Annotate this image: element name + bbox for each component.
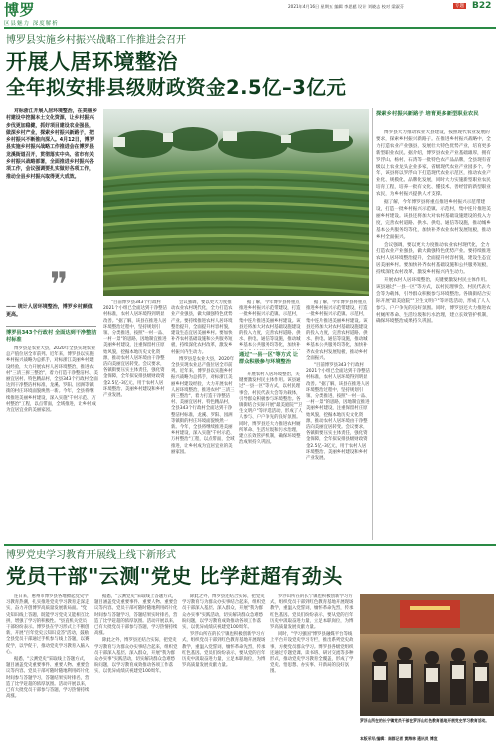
masthead-logo-sub: 区县魅力 深度解析	[4, 21, 59, 27]
quote-mark-icon: ❞	[50, 265, 69, 305]
col1-subheading: 博罗县343个行政村 全面达到干净整洁村标准	[6, 330, 97, 343]
photo-caption: 罗浮山所在的长宁镇党员干部在罗浮山红色教育基地开展党史学习教育活动。	[360, 718, 490, 723]
colC-text-2: 罗浮山所在的长宁镇也积极创新学习方式，组织党员干部到红色教育基地开展现场教学，重温入党誓词，缅怀革命先烈，传承红色基因。党员们纷纷表示，要从党的百年历史中汲取奋进力量，立足本职岗位，为博罗高质量发展贡献力量。	[182, 632, 266, 669]
story2-colB	[94, 594, 178, 744]
masthead-logo-block	[4, 2, 94, 26]
right-column-text: 博罗县大力推动农业大县建设，按照现代农业发展的要求，探索乡村振兴新路子。在推进乡村振兴战略中，全力打造农业产业强县，发展壮大特色优势产业，培育更多新型职业农民。据介绍，博罗县农业产业基础雄厚，拥有罗浮山、杨村、石湾等一批特色农产品品牌，全县现有省级以上农业龙头企业多家，省级现代农业产业园多个。今年，该县将以罗浮山下打造现代农业示范区，推动农业产业化、规模化、品牌化发展，同时大力实施新型职业农民培育工程，培养一批有文化、懂技术、善经营的新型职业农民，为乡村振兴提供人才支撑。	[376, 130, 491, 198]
story2-headline: 党员干部"云测"党史 比学赶超有劲头	[6, 564, 343, 588]
colB-text: 据悉，"云测党史"采取线上答题方式，题目涵盖党史重要事件、重要人物、重要会议等内容。党员干部可随时随地利用碎片化时间参与答题学习，答题结果实时排名，营造了比学赶超的浓厚氛围。活动开展以来，已有大批党员干部参与答题，学习热情持续高涨。	[94, 594, 178, 637]
story1-body-rule	[6, 326, 96, 327]
story1-headline-line1: 开展人居环境整治	[6, 50, 178, 74]
story1-col2	[103, 300, 167, 538]
col4-text: 开展农村人居环境整治，关键要激发村民主体作用。该县通过"一县一区"等方式，以村民理事会、村民代表大会等为载体，引导群众积极参与环境整治。各镇街结合实际开展"最美庭院""卫生文明户"等评选活动，形成了人人参与、户户争先的良好氛围。同时，博罗县还大力推进农村厕所革命、生活垃圾和污水治理，建立长效管护机制，确保环境整治成果持久巩固。	[239, 372, 303, 446]
col2-text: "目前博罗县343个行政村2021个小组已全面达到干净整洁村标准，农村人居环境得到明显改善。"据了解，该县在推进人居环境整治过程中，坚持规划引领、分类推进，按照"一村一品、一村一景"的思路，因地制宜推进美丽乡村建设，注重保留村庄原始风貌，挖掘本地历史文化资源，推动农村人居环境由干净整洁向美丽宜居转变。会议要求，各镇街要压实主体责任，强化资金保障，全年拟安排县级财政资金2.5亿–3亿元，用于农村人居环境整治、美丽乡村建设和乡村产业发展。	[103, 300, 167, 399]
colB-text-2: 除此之外，博罗县还结合实际，把党史学习教育与为群众办实事结合起来，组织党员干部深入基层、深入群众，开展"我为群众办实事"实践活动，切实解决群众急难愁盼问题，以学习教育成效推动各项工作落实，以优异成绩庆祝建党100周年。	[94, 638, 178, 675]
story1-col3	[171, 300, 235, 538]
masthead	[0, 0, 500, 28]
party-history-drawing	[360, 594, 494, 716]
story2-colA	[6, 594, 90, 744]
section-divider	[4, 544, 496, 546]
col5-text-2: "目前博罗县343个行政村2021个小组已全面达到干净整洁村标准，农村人居环境得到明显改善。"据了解，该县在推进人居环境整治过程中，坚持规划引领、分类推进，按照"一村一品、一村一景"的思路，因地制宜推进美丽乡村建设，注重保留村庄原始风貌，挖掘本地历史文化资源，推动农村人居环境由干净整洁向美丽宜居转变。会议要求，各镇街要压实主体责任，强化资金保障，全年拟安排县级财政资金2.5亿–3亿元，用于农村人居环境整治、美丽乡村建设和乡村产业发展。	[306, 363, 370, 462]
story1-kicker: 博罗县实施乡村振兴战略工作推进会召开	[6, 35, 186, 46]
tea-garden-drawing	[103, 109, 369, 296]
right-subheading: 探索乡村振兴新路子 培育更多新型职业农民	[376, 111, 479, 117]
story1-headline-line2: 全年拟安排县级财政资金2.5亿–3亿元	[6, 76, 347, 99]
colD-text-2: 同时，"学习强国"博罗县融媒平台等线上平台开设党史学习专栏，推出系列党史故事，方便党员群众学习。博罗县各级党组织还通过专题党课、读书班、研讨交流等多种形式，推动党史学习教育全覆盖，形成了学党史、悟思想、办实事、开新局的良好氛围。	[270, 632, 354, 675]
story2-colC	[182, 594, 266, 744]
col4-subheading: 通过"一县一区"等方式 让群众积极参与环境整治	[239, 352, 299, 365]
right-column-divider	[372, 108, 373, 540]
col3-text-2: 博罗县是农业大县，2020年全县实现农业总产值位居全市前列。近年来，博罗县以实施乡村振兴战略为总抓手，对标浙江美丽乡村建设经验，大力开展农村人居环境整治，推进农村"三清三拆三整治"，着力打造干净整洁村、美丽宜居村、特色精品村，全县343个行政村全面达到干净整洁村标准，龙溪、罗阳、园洲等镇街的村庄环境面貌焕然一新。今年，全县将继续推进美丽乡村建设，深入实施"千村示范、万村整治"工程，以点带面，全域推进，让乡村成为宜居宜业的美丽家园。	[171, 356, 235, 455]
right-column-text-3: 会议强调，要以更大力度推动农业农村现代化，全力打造农业产业强县，做大做强特色优势产业。要持续推进农村人居环境整治提升，全面提升村容村貌，建设生态宜居美丽乡村。要加快补齐农村基础设施和公共服务短板，持续深化农村改革，激发乡村振兴内生动力。	[376, 242, 491, 276]
colA-text: 连日来，惠州市博罗县各地掀起党史学习教育热潮，扎实推进党史学习教育走深走实，奋力开创博罗高质量发展新局面。"党史知识线上答题，既能学习党史又能相互比拼，增强了学习的积极性。"县直机关党员干部纷纷表示。博罗县在学习形式上不断创新，开展"百年党史云知识竞答"活动，鼓励全县党员干部通过手机参与线上答题，以赛促学，以学促干，推动党史学习教育入脑入心。	[6, 594, 90, 655]
party-history-photo	[360, 594, 494, 716]
story1-lead-text: 对标浙江开展人居环境整治，在美丽乡村建设中挖掘本土文化资源，让乡村振兴步伐更加稳健，抓好项目建设农业强县，做深乡村产业，探索乡村振兴新路子，把乡村振兴不断推向深入。4月12日，博罗县实施乡村振兴战略工作推进会在博罗县龙溪街道召开，贯彻落实中央、省市有关乡村振兴战略部署，全面推进乡村振兴各项工作，会议强调要扎实做好各项工作，推动全县乡村振兴取得更大成效。	[6, 108, 98, 180]
col1-text: 博罗县是农业大县，2020年全县实现农业总产值位居全市前列。近年来，博罗县以实施乡村振兴战略为总抓手，对标浙江美丽乡村建设经验，大力开展农村人居环境整治，推进农村"三清三拆三整治"，着力打造干净整洁村、美丽宜居村、特色精品村，全县343个行政村全面达到干净整洁村标准，龙溪、罗阳、园洲等镇街的村庄环境面貌焕然一新。今年，全县将继续推进美丽乡村建设，深入实施"千村示范、万村整治"工程，以点带面，全域推进，让乡村成为宜居宜业的美丽家园。	[6, 346, 98, 414]
colA-text-2: 据悉，"云测党史"采取线上答题方式，题目涵盖党史重要事件、重要人物、重要会议等内容。党员干部可随时随地利用碎片化时间参与答题学习，答题结果实时排名，营造了比学赶超的浓厚氛围。活动开展以来，已有大批党员干部参与答题，学习热情持续高涨。	[6, 657, 90, 700]
colD-text: 罗浮山所在的长宁镇也积极创新学习方式，组织党员干部到红色教育基地开展现场教学，重温入党誓词，缅怀革命先烈，传承红色基因。党员们纷纷表示，要从党的百年历史中汲取奋进力量，立足本职岗位，为博罗高质量发展贡献力量。	[270, 594, 354, 631]
quote-text: —— 统计人居环境整治，博罗乡村颜值更高。	[6, 304, 93, 318]
masthead-date-line: 2021年4月16日 星期五 编辑 李思慈 设计 刘晓志 校对 梁淑芬	[288, 4, 404, 9]
col3-text: 会议强调，要以更大力度推动农业农村现代化，全力打造农业产业强县，做大做强特色优势产业。要持续推进农村人居环境整治提升，全面提升村容村貌，建设生态宜居美丽乡村。要加快补齐农村基础设施和公共服务短板，持续深化农村改革，激发乡村振兴内生动力。	[171, 300, 233, 355]
right-column-text-4: 开展农村人居环境整治，关键要激发村民主体作用。该县通过"一县一区"等方式，以村民理事会、村民代表大会等为载体，引导群众积极参与环境整治。各镇街结合实际开展"最美庭院""卫生文明户"等评选活动，形成了人人参与、户户争先的良好氛围。同时，博罗县还大力推进农村厕所革命、生活垃圾和污水治理，建立长效管护机制，确保环境整治成果持久巩固。	[376, 278, 491, 325]
story1-lead	[6, 108, 98, 274]
story1-col4-top	[239, 300, 303, 350]
tea-garden-photo	[103, 109, 369, 296]
story2-colD	[270, 594, 354, 744]
masthead-rule	[4, 27, 496, 29]
byline: 本版采写/编辑：南都记者 黄海林 通讯员 博宣	[360, 736, 438, 741]
colC-text: 除此之外，博罗县还结合实际，把党史学习教育与为群众办实事结合起来，组织党员干部深入基层、深入群众，开展"我为群众办实事"实践活动，切实解决群众急难愁盼问题，以学习教育成效推动各项工作落实，以优异成绩庆祝建党100周年。	[182, 594, 266, 631]
masthead-logo-title: 博罗	[4, 1, 36, 19]
story1-col1	[6, 346, 98, 538]
masthead-badge: 专题	[455, 4, 464, 9]
page-number: B22	[472, 1, 492, 11]
right-column-text-2: 据了解，今年博罗县将重点推进乡村振兴示范带建设，打造一批乡村振兴示范镇、示范村，集中连片推进美丽乡村建设。该县还将加大对农村基础设施建设的投入力度，完善农村道路、供水、供电、通信等设施，推动城乡基本公共服务均等化，加快补齐农业农村发展短板，推动乡村全面振兴。	[376, 200, 491, 240]
col5-text: 据了解，今年博罗县将重点推进乡村振兴示范带建设，打造一批乡村振兴示范镇、示范村，集中连片推进美丽乡村建设。该县还将加大对农村基础设施建设的投入力度，完善农村道路、供水、供电、通信等设施，推动城乡基本公共服务均等化，加快补齐农业农村发展短板，推动乡村全面振兴。	[306, 300, 368, 361]
story1-col4	[239, 372, 303, 538]
right-column	[376, 130, 494, 538]
story1-col5	[306, 300, 370, 538]
story2-kicker: 博罗党史学习教育开展线上线下新形式	[6, 550, 176, 561]
col4-text-top: 据了解，今年博罗县将重点推进乡村振兴示范带建设，打造一批乡村振兴示范镇、示范村，集中连片推进美丽乡村建设。该县还将加大对农村基础设施建设的投入力度，完善农村道路、供水、供电、通信等设施，推动城乡基本公共服务均等化，加快补	[239, 300, 301, 349]
